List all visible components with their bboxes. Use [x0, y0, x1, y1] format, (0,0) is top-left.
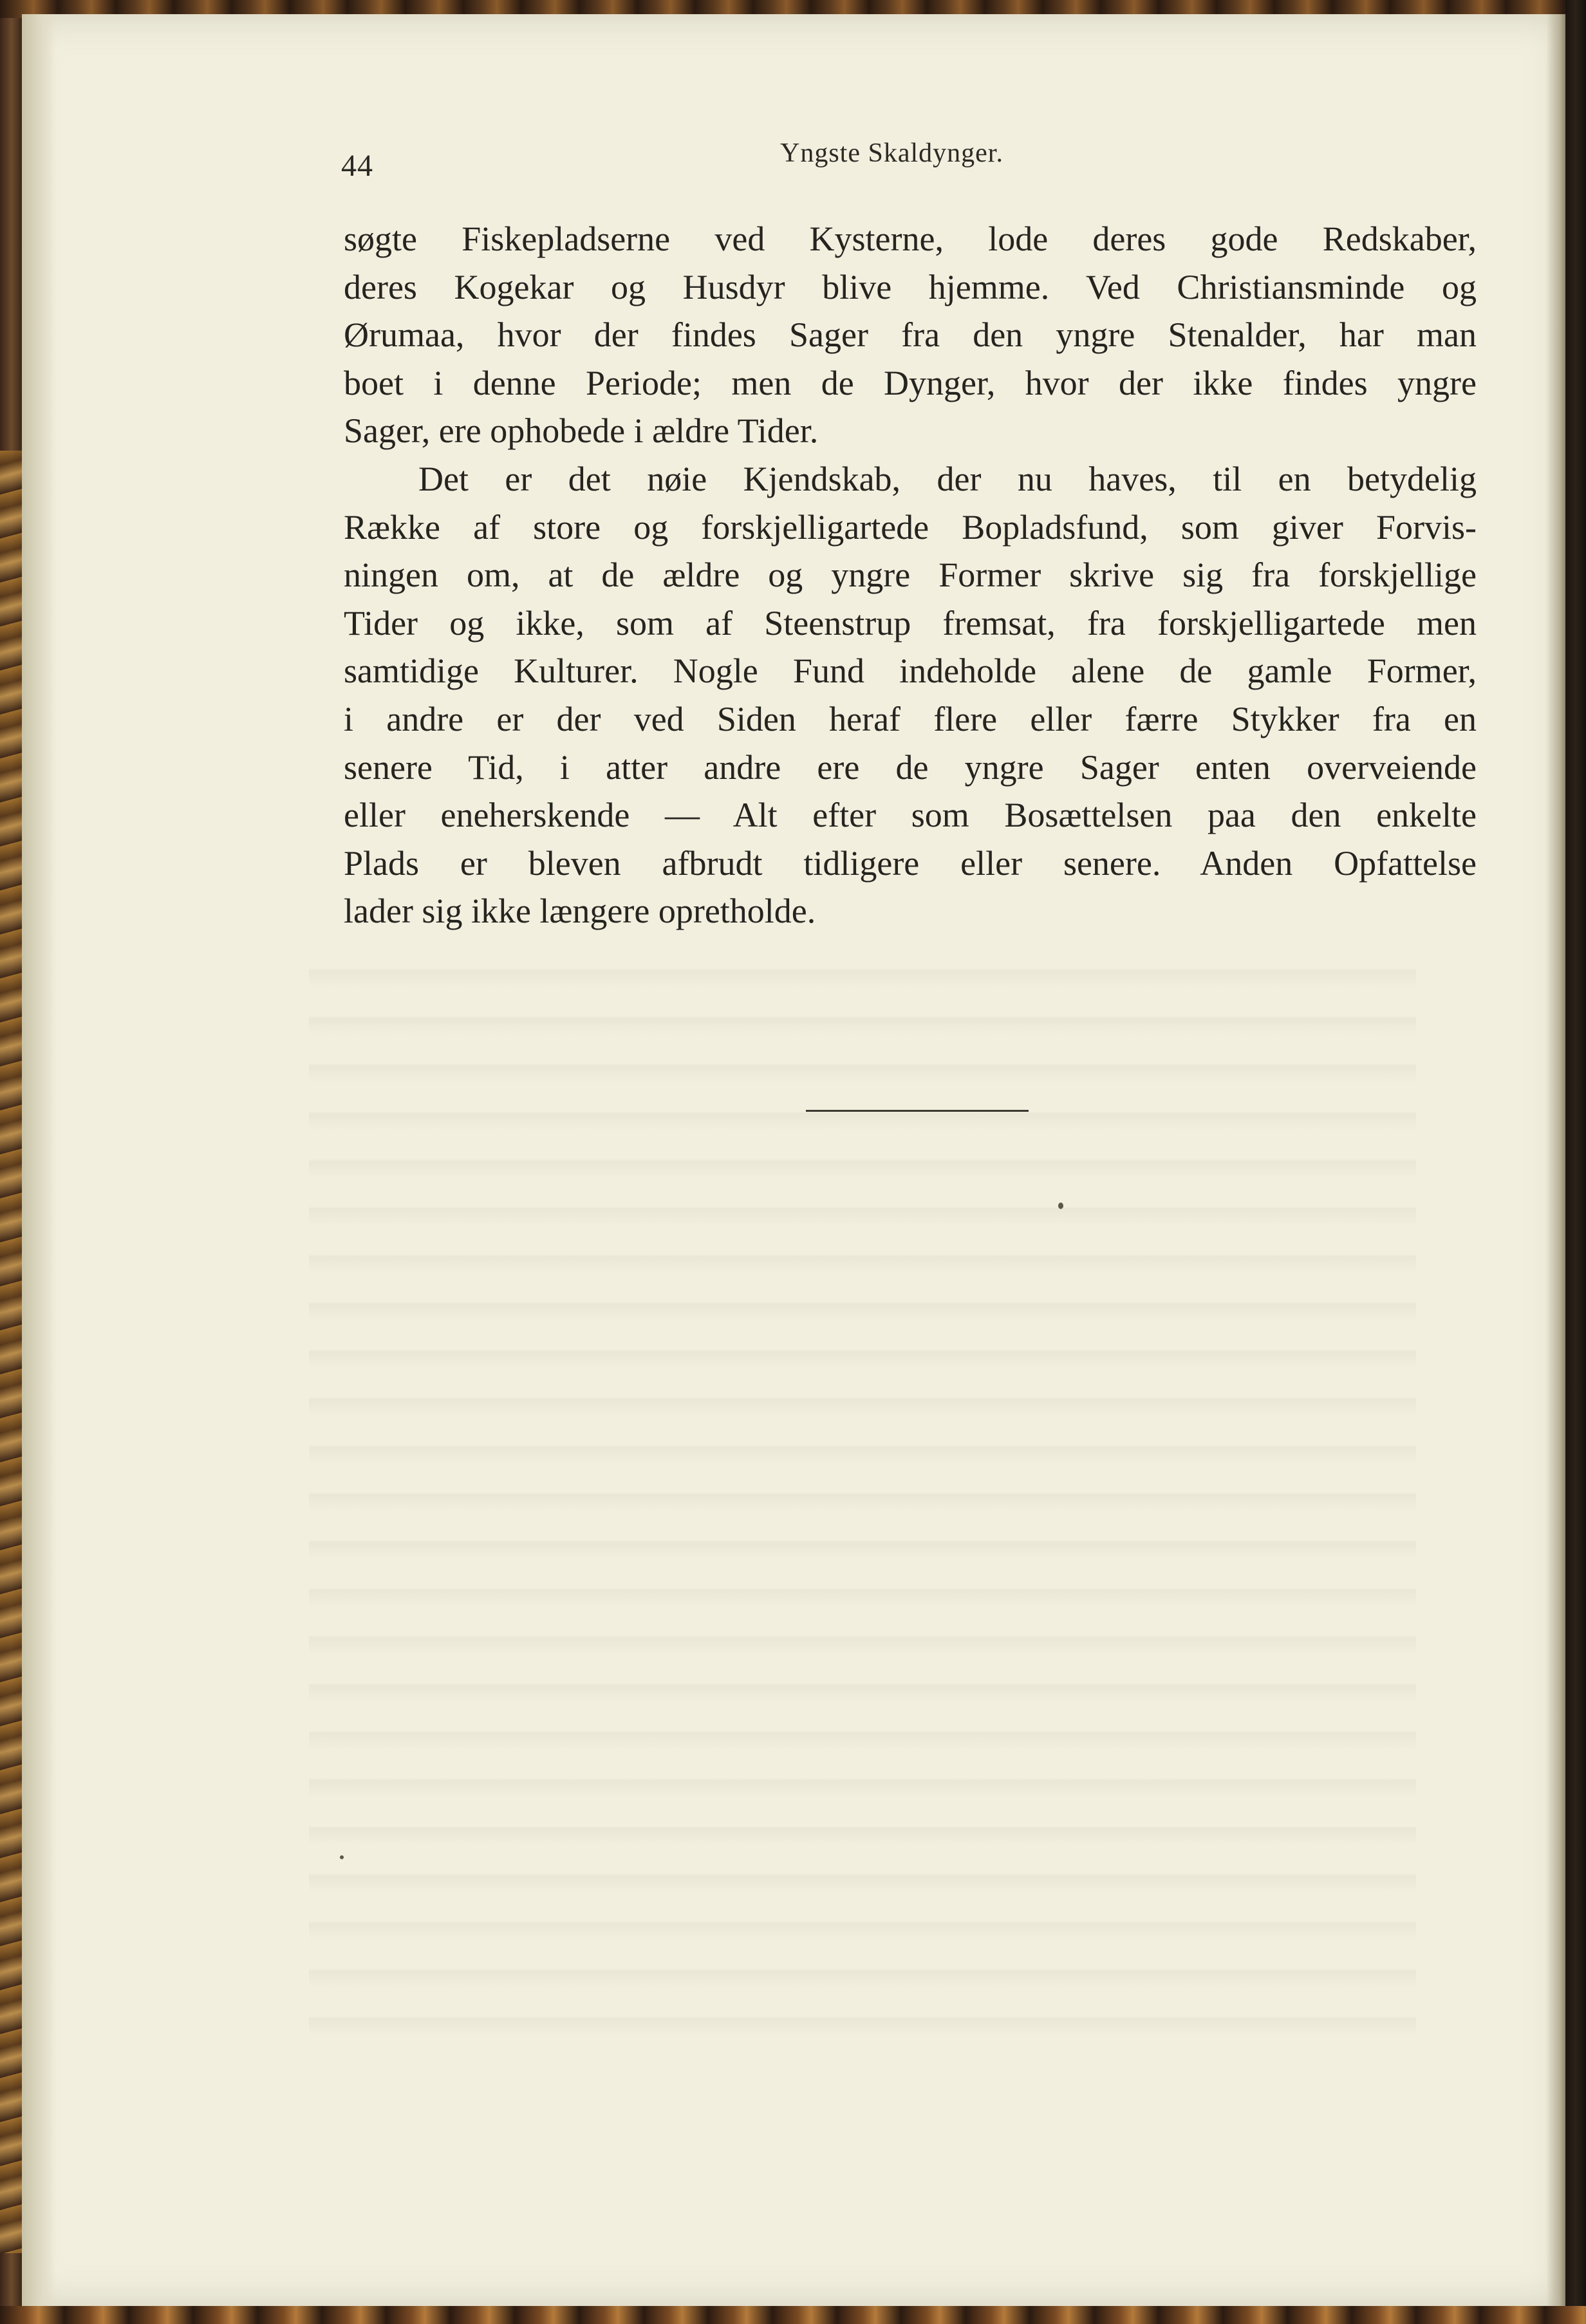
text-line: Række af store og forskjelligartede Bopladsfund, som giver Forvis- [344, 507, 1477, 547]
text-line: Sager, ere ophobede i ældre Tider. [344, 411, 819, 451]
running-title: Yngste Skaldynger. [780, 138, 1003, 168]
text-line: Det er det nøie Kjendskab, der nu haves, til en betydelig [418, 459, 1477, 498]
text-line: samtidige Kulturer. Nogle Fund indeholde alene de gamle Former, [344, 651, 1477, 691]
text-line: boet i denne Periode; men de Dynger, hvor der ikke findes yngre [344, 363, 1477, 402]
running-header [0, 138, 1586, 189]
text-line: Plads er bleven afbrudt tidligere eller senere. Anden Opfattelse [344, 843, 1477, 883]
ink-speck [1058, 1203, 1063, 1209]
text-line: senere Tid, i atter andre ere de yngre Sager enten overveiende [344, 747, 1477, 787]
text-line: i andre er der ved Siden heraf flere eller færre Stykker fra en [344, 699, 1477, 738]
text-line: Tider og ikke, som af Steenstrup fremsat, fra forskjelligartede men [344, 603, 1477, 642]
page-gutter-shadow [22, 14, 55, 2306]
book-bottom-edge [0, 2306, 1586, 2324]
book-spine [1565, 0, 1586, 2324]
text-line: deres Kogekar og Husdyr blive hjemme. Ved Christiansminde og [344, 267, 1477, 306]
page-number: 44 [341, 149, 373, 183]
section-divider-rule [806, 1110, 1029, 1112]
text-line: lader sig ikke længere opretholde. [344, 892, 816, 931]
text-line: søgte Fiskepladserne ved Kysterne, lode deres gode Redskaber, [344, 220, 1477, 258]
ink-speck [340, 1855, 344, 1859]
page-edge-shadow [1546, 14, 1565, 2306]
show-through-text [309, 940, 1416, 2034]
text-line: ningen om, at de ældre og yngre Former skrive sig fra forskjellige [344, 556, 1477, 595]
body-text [344, 215, 1477, 935]
text-line: Ørumaa, hvor der findes Sager fra den yngre Stenalder, har man [344, 315, 1477, 355]
text-line: eller eneherskende — Alt efter som Bosættelsen paa den enkelte [344, 796, 1477, 835]
